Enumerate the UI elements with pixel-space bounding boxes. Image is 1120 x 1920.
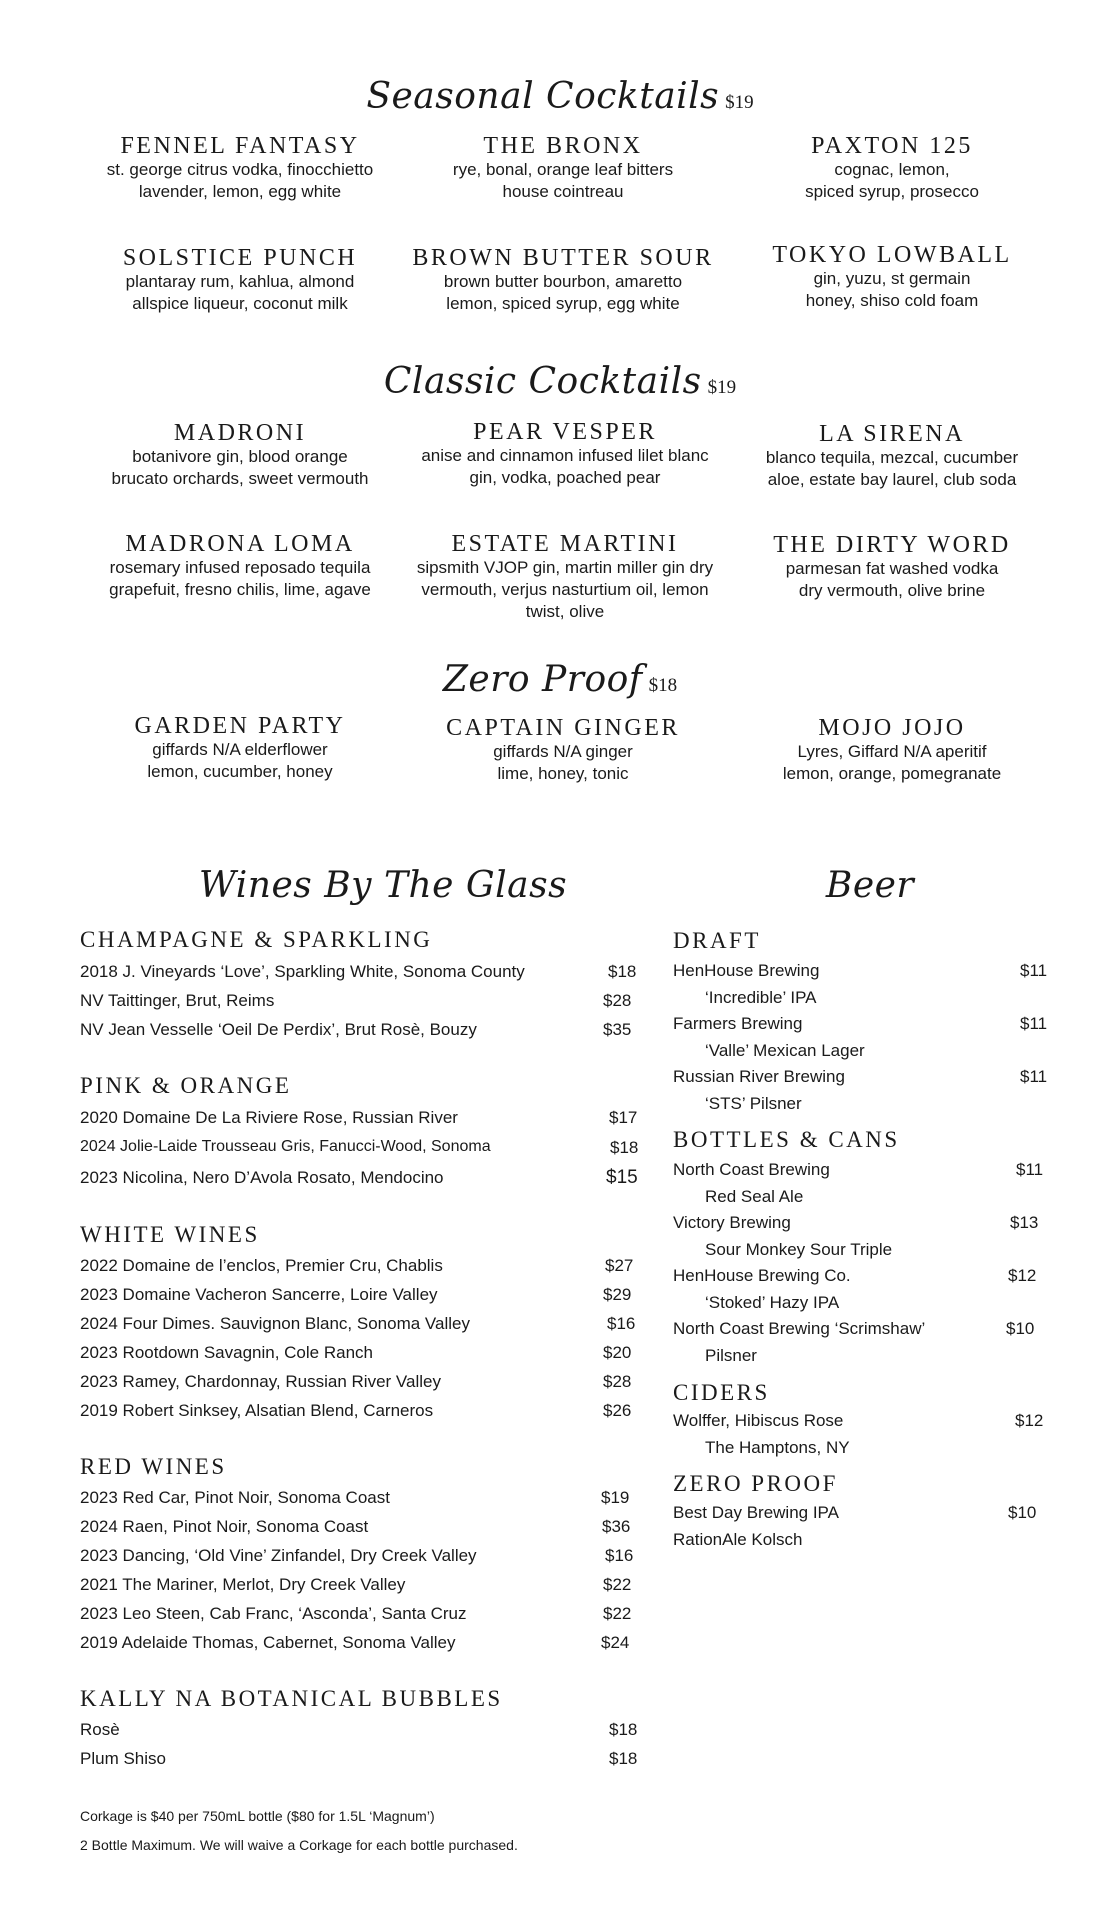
- wine-row: [80, 1604, 467, 1624]
- drink-paxton-125: [732, 133, 1052, 203]
- drink-brown-butter-sour: [403, 245, 723, 315]
- drink-name: SOLSTICE PUNCH: [122, 245, 358, 271]
- wine-name: 2023 Leo Steen, Cab Franc, ‘Asconda’, Santa Cruz: [80, 1604, 467, 1623]
- wine-name: 2018 J. Vineyards ‘Love’, Sparkling White, Sonoma County: [80, 962, 525, 981]
- wine-row: [80, 1343, 373, 1363]
- wine-name: 2023 Red Car, Pinot Noir, Sonoma Coast: [80, 1488, 390, 1507]
- wine-name: NV Jean Vesselle ‘Oeil De Perdix’, Brut Rosè, Bouzy: [80, 1020, 477, 1039]
- seasonal-price: $19: [725, 92, 754, 113]
- beer-style: ‘Valle’ Mexican Lager: [705, 1041, 865, 1060]
- corkage-note: Corkage is $40 per 750mL bottle ($80 for 1.5L ‘Magnum’): [80, 1808, 435, 1824]
- beer-name: North Coast Brewing ‘Scrimshaw’: [673, 1319, 926, 1338]
- wine-name: Plum Shiso: [80, 1749, 166, 1768]
- drink-garden-party: [80, 713, 400, 783]
- drink-name: PAXTON 125: [811, 133, 973, 159]
- wine-name: 2023 Ramey, Chardonnay, Russian River Valley: [80, 1372, 441, 1391]
- beer-name: HenHouse Brewing: [673, 961, 820, 980]
- wine-row: [80, 1138, 491, 1156]
- drink-name: ESTATE MARTINI: [451, 531, 679, 557]
- wine-price: $16: [605, 1546, 634, 1565]
- wine-name: NV Taittinger, Brut, Reims: [80, 991, 275, 1010]
- beer-price: $11: [1020, 1014, 1048, 1033]
- beer-name: Farmers Brewing: [673, 1014, 803, 1033]
- drink-name: TOKYO LOWBALL: [772, 242, 1012, 268]
- drink-desc-line: gin, yuzu, st germain: [813, 269, 971, 288]
- wine-row: [80, 1488, 390, 1508]
- drink-desc-line: parmesan fat washed vodka: [785, 559, 999, 578]
- beer-name: RationAle Kolsch: [673, 1530, 803, 1549]
- beer-name: Victory Brewing: [673, 1213, 791, 1232]
- wine-category-red: RED WINES: [80, 1454, 227, 1479]
- wine-name: 2019 Robert Sinksey, Alsatian Blend, Carneros: [80, 1401, 434, 1420]
- wine-price: $22: [603, 1575, 632, 1594]
- wine-row: [80, 1314, 470, 1334]
- wine-price: $19: [601, 1488, 630, 1507]
- drink-desc-line: botanivore gin, blood orange: [132, 447, 348, 466]
- beer-style: Sour Monkey Sour Triple: [705, 1240, 893, 1259]
- drink-desc-line: lemon, spiced syrup, egg white: [446, 294, 680, 313]
- drink-desc-line: honey, shiso cold foam: [805, 291, 979, 310]
- beer-price: $11: [1016, 1160, 1044, 1179]
- zero-proof-title: Zero Proof: [442, 659, 643, 700]
- beer-style: ‘STS’ Pilsner: [705, 1094, 802, 1113]
- wine-name: 2021 The Mariner, Merlot, Dry Creek Valley: [80, 1575, 406, 1594]
- beer-title: Beer: [825, 865, 915, 906]
- drink-name: MADRONA LOMA: [125, 531, 355, 557]
- drink-desc-line: brown butter bourbon, amaretto: [443, 272, 683, 291]
- wine-price: $16: [607, 1314, 636, 1333]
- drink-name: THE DIRTY WORD: [773, 532, 1011, 558]
- beer-price: $13: [1010, 1213, 1039, 1232]
- wine-price: $20: [603, 1343, 632, 1362]
- beer-name: Best Day Brewing IPA: [673, 1503, 839, 1522]
- drink-desc-line: rye, bonal, orange leaf bitters: [452, 160, 674, 179]
- drink-desc-line: grapefuit, fresno chilis, lime, agave: [109, 580, 371, 599]
- drink-name: MOJO JOJO: [818, 715, 966, 741]
- drink-the-dirty-word: [732, 532, 1052, 602]
- wine-name: 2020 Domaine De La Riviere Rose, Russian River: [80, 1108, 458, 1127]
- wine-price: $35: [603, 1020, 632, 1039]
- wine-price: $17: [609, 1108, 638, 1127]
- drink-name: PEAR VESPER: [473, 419, 657, 445]
- beer-category-bottles: BOTTLES & CANS: [673, 1127, 900, 1152]
- drink-desc-line: lavender, lemon, egg white: [138, 182, 342, 201]
- wine-row: [80, 1546, 477, 1566]
- wine-row: [80, 1020, 477, 1040]
- seasonal-title: Seasonal Cocktails: [366, 76, 720, 117]
- drink-name: GARDEN PARTY: [134, 713, 346, 739]
- wine-row: [80, 1749, 166, 1769]
- zero-proof-heading: [360, 659, 760, 700]
- drink-desc-line: giffards N/A ginger: [493, 742, 633, 761]
- wine-price: $26: [603, 1401, 632, 1420]
- drink-name: MADRONI: [173, 420, 307, 446]
- drink-desc-line: lime, honey, tonic: [497, 764, 629, 783]
- drink-desc-line: lemon, orange, pomegranate: [782, 764, 1002, 783]
- wine-row: [80, 1575, 405, 1595]
- drink-desc-line: sipsmith VJOP gin, martin miller gin dry: [416, 558, 714, 577]
- drink-desc-line: st. george citrus vodka, finocchietto: [106, 160, 374, 179]
- wine-price: $29: [603, 1285, 632, 1304]
- drink-tokyo-lowball: [732, 242, 1052, 312]
- beer-price: $11: [1020, 1067, 1048, 1086]
- drink-desc-line: twist, olive: [525, 602, 605, 621]
- wine-name: Rosè: [80, 1720, 120, 1739]
- wine-price: $28: [603, 1372, 632, 1391]
- wine-category-champagne: CHAMPAGNE & SPARKLING: [80, 927, 433, 952]
- zero-proof-price: $18: [648, 675, 678, 696]
- wine-name: 2023 Nicolina, Nero D’Avola Rosato, Mendocino: [80, 1168, 444, 1187]
- wine-name: 2024 Raen, Pinot Noir, Sonoma Coast: [80, 1517, 369, 1536]
- drink-name: THE BRONX: [483, 133, 643, 159]
- drink-desc-line: Lyres, Giffard N/A aperitif: [797, 742, 987, 761]
- classic-heading: [360, 361, 760, 402]
- wine-row: [80, 962, 525, 982]
- classic-title: Classic Cocktails: [383, 361, 702, 402]
- drink-name: LA SIRENA: [819, 421, 965, 447]
- wine-row: [80, 1256, 443, 1276]
- drink-la-sirena: [732, 421, 1052, 491]
- wine-row: [80, 1108, 458, 1128]
- wine-name: 2023 Domaine Vacheron Sancerre, Loire Valley: [80, 1285, 438, 1304]
- drink-madroni: [80, 420, 400, 490]
- seasonal-heading: [360, 76, 760, 117]
- bottle-maximum-note: 2 Bottle Maximum. We will waive a Corkage for each bottle purchased.: [80, 1837, 518, 1853]
- wine-name: 2024 Four Dimes. Sauvignon Blanc, Sonoma Valley: [80, 1314, 470, 1333]
- wine-price: $24: [601, 1633, 630, 1652]
- wine-category-white: WHITE WINES: [80, 1222, 260, 1247]
- drink-desc-line: lemon, cucumber, honey: [147, 762, 333, 781]
- beer-name: North Coast Brewing: [673, 1160, 830, 1179]
- beer-heading: [770, 865, 970, 906]
- wine-row: [80, 1633, 456, 1653]
- drink-desc-line: blanco tequila, mezcal, cucumber: [765, 448, 1019, 467]
- drink-desc-line: house cointreau: [502, 182, 624, 201]
- wines-title: Wines By The Glass: [198, 865, 568, 906]
- drink-solstice-punch: [80, 245, 400, 315]
- beer-price: $12: [1008, 1266, 1037, 1285]
- wine-category-pink-orange: PINK & ORANGE: [80, 1073, 292, 1098]
- wine-price: $36: [602, 1517, 631, 1536]
- drink-desc-line: giffards N/A elderflower: [152, 740, 328, 759]
- wine-row: [80, 1517, 368, 1537]
- wine-price: $22: [603, 1604, 632, 1623]
- drink-name: FENNEL FANTASY: [120, 133, 360, 159]
- drink-desc-line: anise and cinnamon infused lilet blanc: [421, 446, 709, 465]
- drink-name: BROWN BUTTER SOUR: [412, 245, 714, 271]
- drink-desc-line: aloe, estate bay laurel, club soda: [767, 470, 1017, 489]
- wine-name: 2022 Domaine de l’enclos, Premier Cru, Chablis: [80, 1256, 443, 1275]
- beer-style: ‘Stoked’ Hazy IPA: [705, 1293, 840, 1312]
- beer-price: $12: [1015, 1411, 1044, 1430]
- wine-row: [80, 1401, 433, 1421]
- drink-fennel-fantasy: [80, 133, 400, 203]
- wine-category-kally: KALLY NA BOTANICAL BUBBLES: [80, 1686, 503, 1711]
- wine-row: [80, 991, 274, 1011]
- drink-mojo-jojo: [732, 715, 1052, 785]
- wine-row: [80, 1285, 438, 1305]
- wine-name: 2023 Rootdown Savagnin, Cole Ranch: [80, 1343, 373, 1362]
- beer-category-zero-proof: ZERO PROOF: [673, 1471, 838, 1496]
- drink-desc-line: gin, vodka, poached pear: [469, 468, 661, 487]
- drink-desc-line: vermouth, verjus nasturtium oil, lemon: [421, 580, 709, 599]
- beer-name: HenHouse Brewing Co.: [673, 1266, 851, 1285]
- beer-price: $10: [1006, 1319, 1035, 1338]
- beer-name: Russian River Brewing: [673, 1067, 845, 1086]
- beer-price: $11: [1020, 961, 1048, 980]
- drink-desc-line: plantaray rum, kahlua, almond: [125, 272, 355, 291]
- drink-desc-line: rosemary infused reposado tequila: [109, 558, 371, 577]
- classic-price: $19: [707, 377, 737, 398]
- drink-desc-line: dry vermouth, olive brine: [798, 581, 986, 600]
- wine-name: 2024 Jolie-Laide Trousseau Gris, Fanucci-Wood, Sonoma: [80, 1138, 491, 1155]
- wine-price: $18: [609, 1720, 638, 1739]
- wine-price: $27: [605, 1256, 634, 1275]
- drink-desc-line: cognac, lemon,: [834, 160, 950, 179]
- beer-style: ‘Incredible’ IPA: [705, 988, 817, 1007]
- drink-madrona-loma: [80, 531, 400, 601]
- wine-price: $18: [608, 962, 637, 981]
- wine-row: [80, 1168, 444, 1188]
- wine-price: $28: [603, 991, 632, 1010]
- beer-category-draft: DRAFT: [673, 928, 761, 953]
- drink-desc-line: spiced syrup, prosecco: [805, 182, 979, 201]
- wine-price: $18: [610, 1138, 639, 1157]
- beer-category-ciders: CIDERS: [673, 1380, 770, 1405]
- wine-name: 2023 Dancing, ‘Old Vine’ Zinfandel, Dry Creek Valley: [80, 1546, 477, 1565]
- beer-name: Wolffer, Hibiscus Rose: [673, 1411, 844, 1430]
- drink-the-bronx: [403, 133, 723, 203]
- wine-row: [80, 1372, 441, 1392]
- wine-name: 2019 Adelaide Thomas, Cabernet, Sonoma Valley: [80, 1633, 456, 1652]
- drink-captain-ginger: [403, 715, 723, 785]
- wine-price: $15: [606, 1167, 638, 1188]
- wine-row: [80, 1720, 120, 1740]
- beer-style: Pilsner: [705, 1346, 757, 1365]
- drink-desc-line: brucato orchards, sweet vermouth: [111, 469, 369, 488]
- drink-estate-martini: [400, 531, 730, 623]
- wine-price: $18: [609, 1749, 638, 1768]
- drink-pear-vesper: [400, 419, 730, 489]
- beer-price: $10: [1008, 1503, 1037, 1522]
- beer-style: The Hamptons, NY: [705, 1438, 850, 1457]
- drink-desc-line: allspice liqueur, coconut milk: [132, 294, 348, 313]
- beer-style: Red Seal Ale: [705, 1187, 804, 1206]
- wines-heading: [183, 865, 583, 906]
- drink-name: CAPTAIN GINGER: [446, 715, 680, 741]
